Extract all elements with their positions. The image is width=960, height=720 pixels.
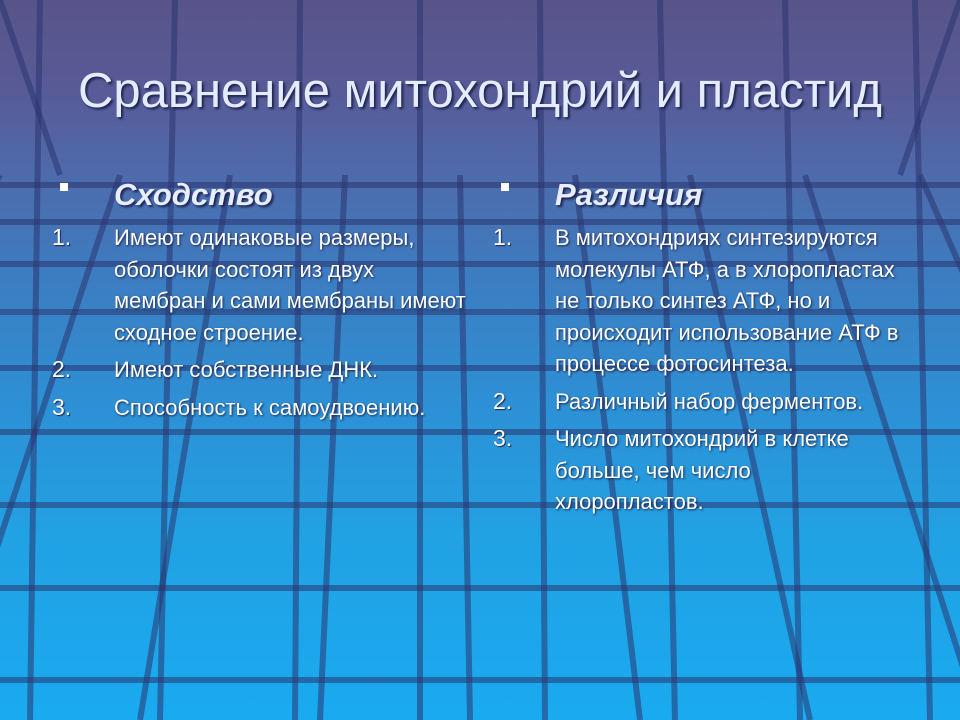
list-item bbox=[52, 354, 467, 386]
list-item bbox=[493, 386, 903, 418]
list-item bbox=[493, 423, 903, 518]
square-bullet-icon bbox=[501, 183, 509, 191]
list-item bbox=[493, 222, 903, 380]
similarities-heading: Сходство bbox=[114, 177, 273, 212]
item-number: 3. bbox=[493, 425, 513, 451]
item-text: Имеют одинаковые размеры, оболочки состоят из двух мембран и сами мембраны имеют сходное строение. bbox=[114, 225, 466, 345]
similarities-header bbox=[52, 172, 467, 222]
similarities-column bbox=[52, 172, 467, 429]
item-text: Имеют собственные ДНК. bbox=[114, 357, 379, 382]
item-number: 2. bbox=[493, 387, 513, 414]
differences-header bbox=[493, 172, 903, 222]
item-text: В митохондриях синтезируются молекулы АТФ, а в хлоропластах не только синтез АТФ, но и происходит использование АТФ в процессе фотосинтеза. bbox=[555, 225, 899, 376]
item-number: 1. bbox=[52, 224, 72, 250]
item-text: Различный набор ферментов. bbox=[555, 388, 864, 414]
slide-title: Сравнение митохондрий и пластид bbox=[78, 63, 882, 118]
list-item bbox=[52, 392, 467, 424]
item-text: Способность к самоудвоению. bbox=[114, 394, 426, 420]
square-bullet-icon bbox=[60, 183, 68, 191]
item-text: Число митохондрий в клетке больше, чем число хлоропластов. bbox=[555, 426, 849, 514]
item-number: 2. bbox=[52, 356, 72, 382]
differences-heading: Различия bbox=[555, 177, 703, 212]
differences-column bbox=[493, 172, 903, 524]
item-number: 1. bbox=[493, 224, 513, 250]
list-item bbox=[52, 222, 467, 348]
similarities-list bbox=[52, 222, 467, 423]
item-number: 3. bbox=[52, 393, 72, 420]
differences-list bbox=[493, 222, 903, 518]
